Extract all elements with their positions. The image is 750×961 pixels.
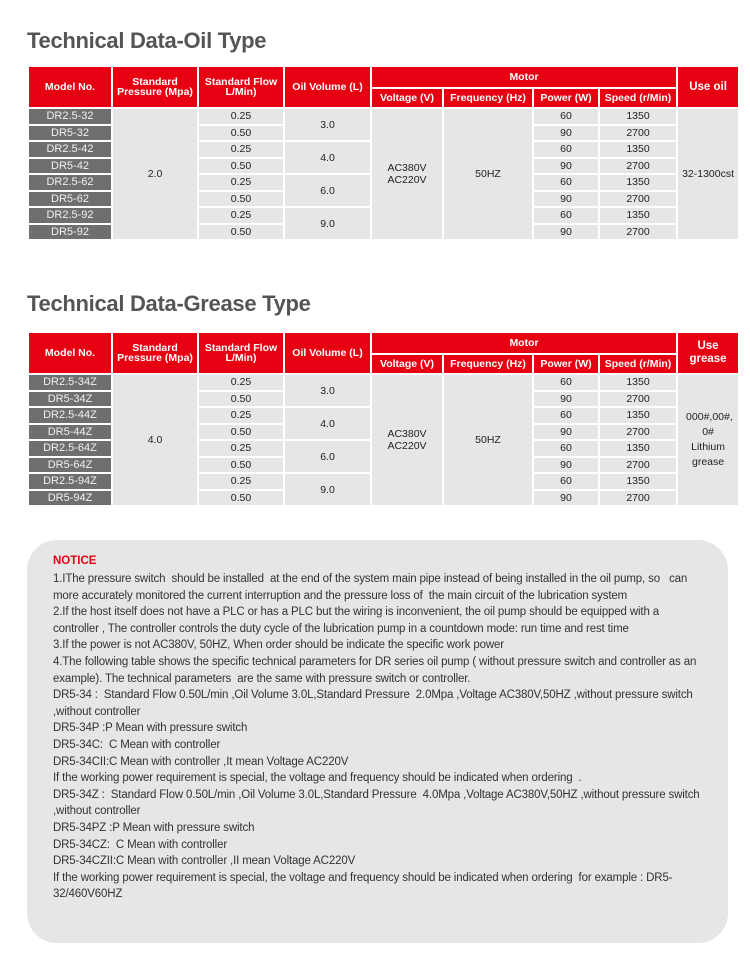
model-cell: DR2.5-92	[29, 206, 111, 223]
power-cell: 90	[534, 489, 598, 506]
speed-cell: 2700	[600, 456, 676, 473]
notice-line: 2.If the host itself does not have a PLC or has a PLC but the wiring is inconvenient, the oil pump should be equipped with a controller , The controller controls the duty cycle of the lubrication pump in a countdown mode: run time and rest time	[53, 606, 663, 635]
speed-cell: 1350	[600, 439, 676, 456]
volume-cell: 6.0	[285, 439, 370, 472]
header-voltage: Voltage (V)	[372, 87, 442, 107]
notice-line: DR5-34Z : Standard Flow 0.50L/min ,Oil Volume 3.0L,Standard Pressure 4.0Mpa ,Voltage AC380V,50HZ ,without pressure switch ,without controller	[53, 788, 703, 818]
volume-cell: 6.0	[285, 173, 370, 206]
speed-cell: 2700	[600, 489, 676, 506]
power-cell: 90	[534, 190, 598, 207]
voltage-cell: AC380V AC220V	[372, 373, 442, 505]
notice-line: DR5-34CZ: C Mean with controller	[53, 838, 227, 851]
model-cell: DR2.5-44Z	[29, 406, 111, 423]
header-motor: Motor	[372, 333, 676, 353]
speed-cell: 1350	[600, 140, 676, 157]
header-flow: Standard Flow L/Min)	[199, 333, 283, 373]
power-cell: 60	[534, 173, 598, 190]
notice-line: If the working power requirement is special, the voltage and frequency should be indicated when ordering for example : DR5-32/460V60HZ	[53, 871, 673, 901]
flow-cell: 0.50	[199, 157, 283, 174]
header-pressure: Standard Pressure (Mpa)	[113, 333, 197, 373]
power-cell: 90	[534, 456, 598, 473]
speed-cell: 2700	[600, 223, 676, 240]
grease-section-title: Technical Data-Grease Type	[27, 291, 311, 316]
model-cell: DR2.5-64Z	[29, 439, 111, 456]
notice-line: 4.The following table shows the specific technical parameters for DR series oil pump ( without pressure switch and controller as an example). The technical parameters are the same with pressure switch or controller.	[53, 655, 700, 685]
volume-cell: 3.0	[285, 373, 370, 406]
flow-cell: 0.25	[199, 173, 283, 190]
oil-table-body	[29, 107, 738, 239]
power-cell: 60	[534, 206, 598, 223]
power-cell: 90	[534, 390, 598, 407]
speed-cell: 2700	[600, 124, 676, 141]
notice-line: DR5-34C: C Mean with controller	[53, 738, 221, 751]
model-cell: DR5-64Z	[29, 456, 111, 473]
header-frequency: Frequency (Hz)	[444, 87, 532, 107]
power-cell: 60	[534, 439, 598, 456]
header-volume: Oil Volume (L)	[285, 67, 370, 107]
speed-cell: 1350	[600, 406, 676, 423]
frequency-cell: 50HZ	[444, 107, 532, 239]
header-use: Use grease	[678, 333, 738, 373]
power-cell: 90	[534, 124, 598, 141]
notice-line: DR5-34CZII:C Mean with controller ,II mean Voltage AC220V	[53, 855, 356, 868]
flow-cell: 0.50	[199, 423, 283, 440]
header-power: Power (W)	[534, 87, 598, 107]
model-cell: DR2.5-62	[29, 173, 111, 190]
model-cell: DR5-94Z	[29, 489, 111, 506]
use-cell: 32-1300cst	[678, 107, 738, 239]
flow-cell: 0.50	[199, 489, 283, 506]
power-cell: 90	[534, 157, 598, 174]
model-cell: DR2.5-34Z	[29, 373, 111, 390]
model-cell: DR2.5-94Z	[29, 472, 111, 489]
pressure-cell: 4.0	[113, 373, 197, 505]
model-cell: DR5-92	[29, 223, 111, 240]
notice-line: 3.If the power is not AC380V, 50HZ, When order should be indicate the specific work power	[53, 639, 504, 652]
flow-cell: 0.25	[199, 107, 283, 124]
model-cell: DR5-34Z	[29, 390, 111, 407]
header-flow: Standard Flow L/Min)	[199, 67, 283, 107]
notice-line: If the working power requirement is special, the voltage and frequency should be indicated when ordering .	[53, 772, 582, 785]
power-cell: 90	[534, 423, 598, 440]
flow-cell: 0.25	[199, 140, 283, 157]
volume-cell: 4.0	[285, 140, 370, 173]
header-speed: Speed (r/Min)	[600, 353, 676, 373]
power-cell: 60	[534, 472, 598, 489]
table-row	[29, 373, 738, 390]
volume-cell: 9.0	[285, 206, 370, 239]
notice-title: NOTICE	[53, 555, 97, 567]
speed-cell: 1350	[600, 472, 676, 489]
header-model: Model No.	[29, 333, 111, 373]
pressure-cell: 2.0	[113, 107, 197, 239]
model-cell: DR5-32	[29, 124, 111, 141]
volume-cell: 9.0	[285, 472, 370, 505]
speed-cell: 1350	[600, 107, 676, 124]
notice-line: 1.IThe pressure switch should be installed at the end of the system main pipe instead of being installed in the oil pump, so can more accurately monitored the current interruption and the pressure loss of the main circuit of the lubrication system	[53, 573, 694, 602]
header-frequency: Frequency (Hz)	[444, 353, 532, 373]
flow-cell: 0.50	[199, 190, 283, 207]
notice-body	[53, 571, 702, 903]
header-use: Use oil	[678, 67, 738, 107]
speed-cell: 2700	[600, 423, 676, 440]
speed-cell: 1350	[600, 206, 676, 223]
model-cell: DR2.5-32	[29, 107, 111, 124]
flow-cell: 0.50	[199, 124, 283, 141]
speed-cell: 1350	[600, 173, 676, 190]
flow-cell: 0.50	[199, 456, 283, 473]
notice-line: DR5-34PZ :P Mean with pressure switch	[53, 821, 255, 834]
header-volume: Oil Volume (L)	[285, 333, 370, 373]
flow-cell: 0.25	[199, 373, 283, 390]
model-cell: DR5-44Z	[29, 423, 111, 440]
power-cell: 60	[534, 406, 598, 423]
speed-cell: 2700	[600, 390, 676, 407]
model-cell: DR2.5-42	[29, 140, 111, 157]
notice-line: DR5-34CII:C Mean with controller ,It mean Voltage AC220V	[53, 755, 349, 768]
model-cell: DR5-62	[29, 190, 111, 207]
power-cell: 60	[534, 140, 598, 157]
notice-line: DR5-34 : Standard Flow 0.50L/min ,Oil Volume 3.0L,Standard Pressure 2.0Mpa ,Voltage AC380V,50HZ ,without pressure switch ,without controller	[53, 689, 696, 718]
voltage-cell: AC380V AC220V	[372, 107, 442, 239]
flow-cell: 0.50	[199, 390, 283, 407]
volume-cell: 3.0	[285, 107, 370, 140]
header-speed: Speed (r/Min)	[600, 87, 676, 107]
grease-spec-table	[27, 333, 740, 505]
power-cell: 90	[534, 223, 598, 240]
flow-cell: 0.25	[199, 406, 283, 423]
speed-cell: 1350	[600, 373, 676, 390]
flow-cell: 0.25	[199, 472, 283, 489]
power-cell: 60	[534, 107, 598, 124]
volume-cell: 4.0	[285, 406, 370, 439]
notice-box	[27, 540, 728, 943]
flow-cell: 0.25	[199, 206, 283, 223]
use-cell: 000#,00#, 0# Lithium grease	[678, 373, 738, 505]
frequency-cell: 50HZ	[444, 373, 532, 505]
oil-section-title: Technical Data-Oil Type	[27, 28, 267, 53]
speed-cell: 2700	[600, 157, 676, 174]
power-cell: 60	[534, 373, 598, 390]
oil-spec-table	[27, 67, 740, 239]
speed-cell: 2700	[600, 190, 676, 207]
header-pressure: Standard Pressure (Mpa)	[113, 67, 197, 107]
header-motor: Motor	[372, 67, 676, 87]
header-voltage: Voltage (V)	[372, 353, 442, 373]
flow-cell: 0.25	[199, 439, 283, 456]
model-cell: DR5-42	[29, 157, 111, 174]
header-power: Power (W)	[534, 353, 598, 373]
notice-line: DR5-34P :P Mean with pressure switch	[53, 722, 248, 735]
grease-table-body	[29, 373, 738, 505]
flow-cell: 0.50	[199, 223, 283, 240]
header-model: Model No.	[29, 67, 111, 107]
table-row	[29, 107, 738, 124]
